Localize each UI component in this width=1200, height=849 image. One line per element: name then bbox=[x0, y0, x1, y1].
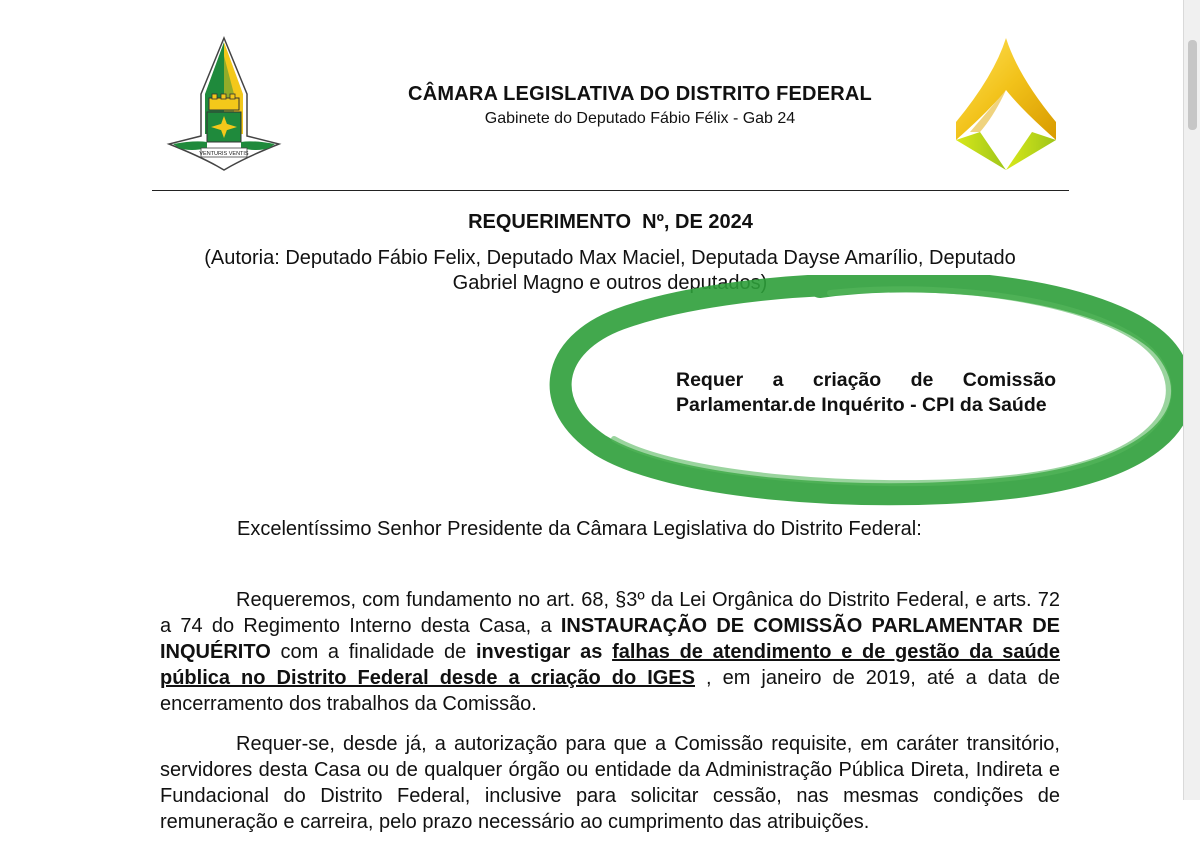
document-title: REQUERIMENTO Nº, DE 2024 bbox=[468, 211, 753, 233]
authorship-block bbox=[170, 246, 1050, 296]
paragraph-1-emphasis-cpi: INSTAURAÇÃO DE COMISSÃO PARLAMENTAR DE INQUÉRITO bbox=[160, 615, 1060, 663]
chamber-arch-logo bbox=[950, 36, 1062, 176]
paragraph-2: Requer-se, desde já, a autorização para que a Comissão requisite, em caráter transitório, servidores desta Casa ou de qualquer órgão ou entidade da Administração Pública Direta, Indireta e Fundacional do Distrito Federal, inclusive para solicitar cessão, nas mesmas condições de remuneração e carreira, pelo prazo necessário ao cumprimento das atribuições. bbox=[160, 733, 1060, 833]
paragraph-1-part-3: com a finalidade de bbox=[270, 641, 476, 663]
coat-of-arms-logo bbox=[165, 36, 283, 172]
salutation: Excelentíssimo Senhor Presidente da Câmara Legislativa do Distrito Federal: bbox=[237, 518, 922, 540]
document-body bbox=[160, 587, 1060, 849]
vertical-scrollbar[interactable] bbox=[1183, 0, 1200, 800]
logo-motto-text: VENTURIS VENTIS bbox=[199, 151, 249, 157]
header-divider bbox=[152, 190, 1069, 191]
office-subtitle: Gabinete do Deputado Fábio Félix - Gab 24 bbox=[484, 110, 796, 127]
authorship-line-1: (Autoria: Deputado Fábio Felix, Deputado Max Maciel, Deputada Dayse Amarílio, Deputado bbox=[204, 247, 1016, 269]
paragraph-1 bbox=[160, 587, 1060, 717]
ementa-summary: Requer a criação de Comissão Parlamentar.de Inquérito - CPI da Saúde bbox=[676, 369, 1056, 416]
authorship-line-2: Gabriel Magno e outros deputados) bbox=[452, 272, 768, 294]
paragraph-1-part-6: , em janeiro de 2019, até a data de encerramento dos trabalhos da Comissão. bbox=[160, 667, 1060, 715]
paragraph-1-emphasis-investigate: investigar as bbox=[475, 641, 613, 663]
scrollbar-thumb[interactable] bbox=[1188, 40, 1197, 130]
paragraph-1-part-1: Requeremos, com fundamento no art. 68, §3º da Lei Orgânica do Distrito Federal, e arts. 72 a 74 do Regimento Interno desta Casa, a bbox=[160, 589, 1060, 637]
organization-title: CÂMARA LEGISLATIVA DO DISTRITO FEDERAL bbox=[408, 83, 872, 105]
paragraph-1-underlined-scope: falhas de atendimento e de gestão da saúde pública no Distrito Federal desde a criação do IGES bbox=[160, 641, 1061, 689]
